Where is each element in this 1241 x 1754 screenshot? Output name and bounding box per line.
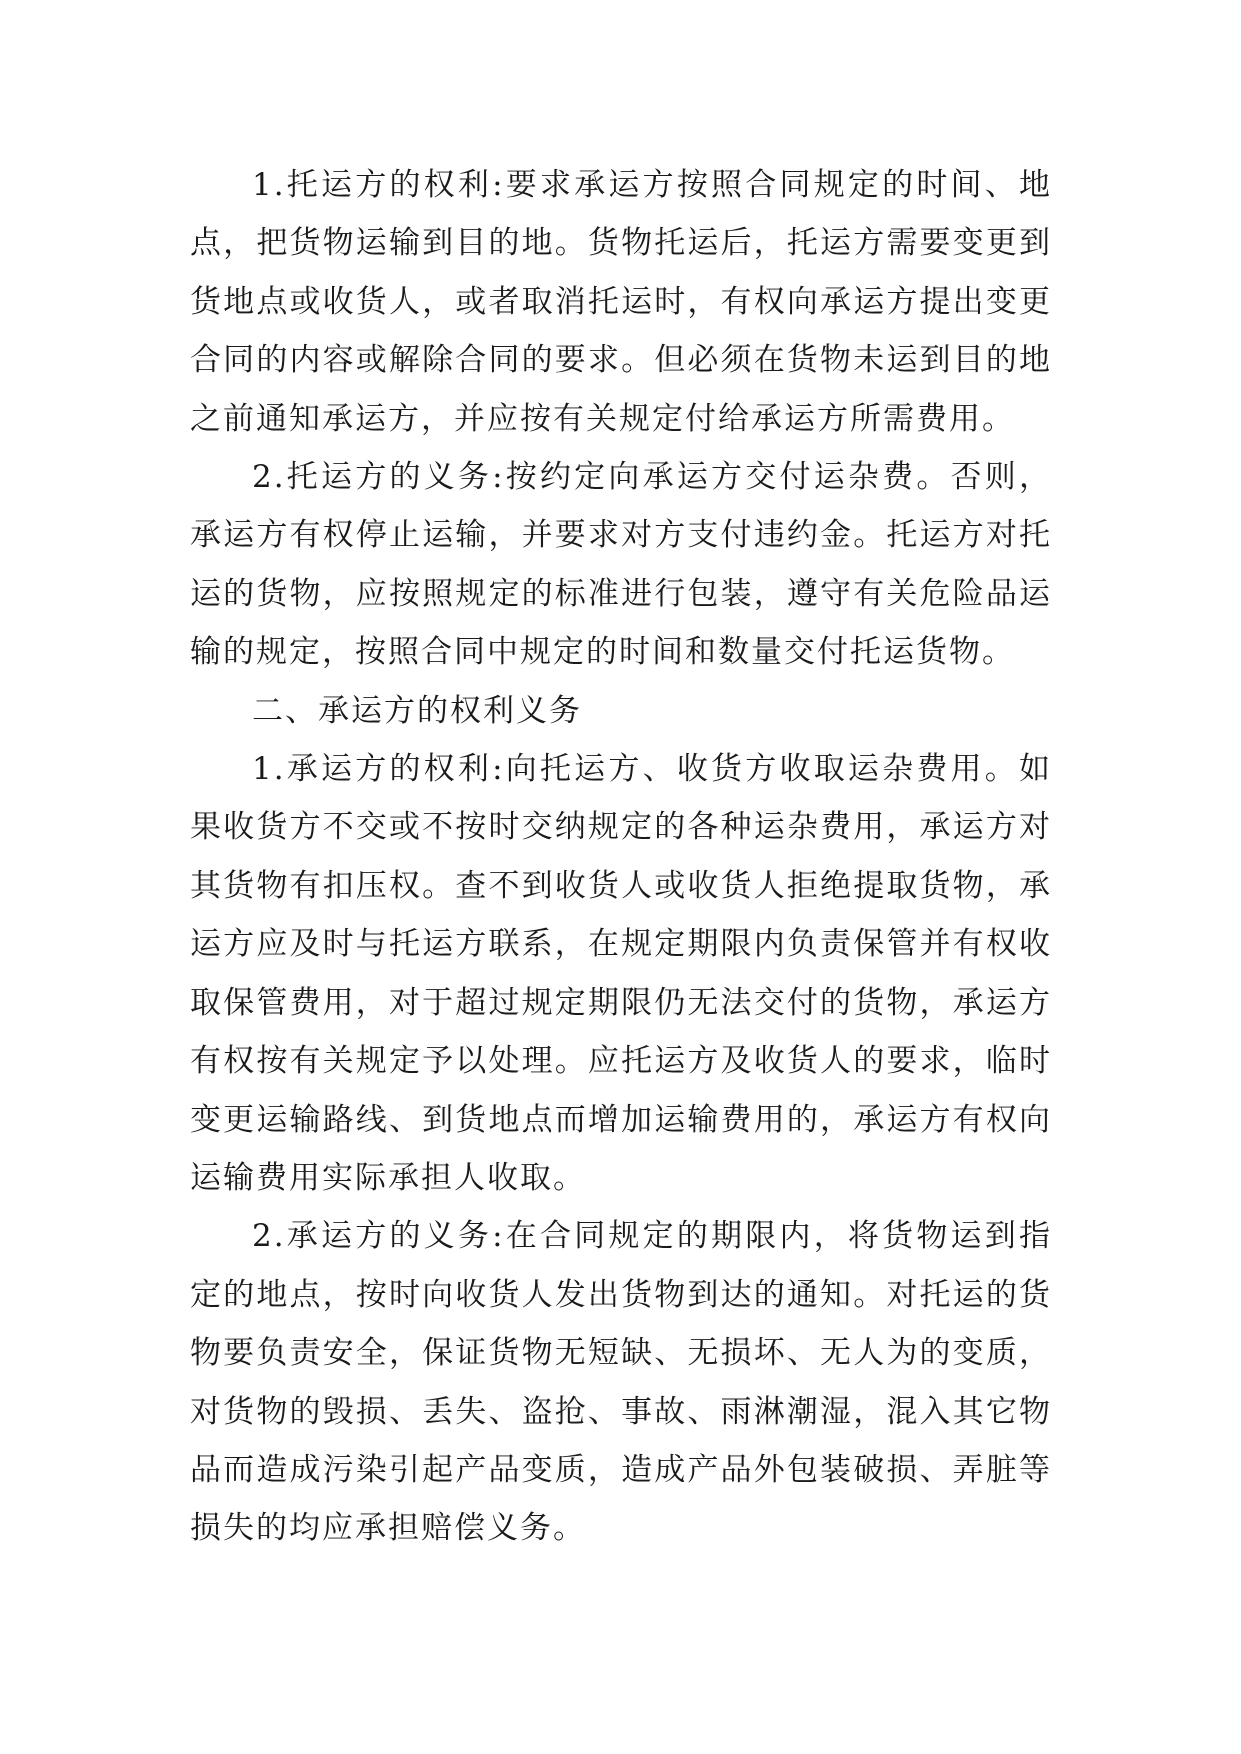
section-heading-carrier: 二、承运方的权利义务 [252,692,582,729]
paragraph-carrier-obligations: 2.承运方的义务:在合同规定的期限内，将货物运到指定的地点，按时向收货人发出货物到达的通知。对托运的货物要负责安全，保证货物无短缺、无损坏、无人为的变质，对货物的毁损、丢失、盗抢、事故、雨淋潮湿，混入其它物品而造成污染引起产品变质，造成产品外包装破损、弄脏等损失的均应承担赔偿义务。 [190,1218,1052,1547]
paragraph-shipper-obligations: 2.托运方的义务:按约定向承运方交付运杂费。否则，承运方有权停止运输，并要求对方支付违约金。托运方对托运的货物，应按照规定的标准进行包装，遵守有关危险品运输的规定，按照合同中规定的时间和数量交付托运货物。 [190,459,1052,671]
document-body [190,156,1052,1558]
paragraph-carrier-rights: 1.承运方的权利:向托运方、收货方收取运杂费用。如果收货方不交或不按时交纳规定的各种运杂费用，承运方对其货物有扣压权。查不到收货人或收货人拒绝提取货物，承运方应及时与托运方联系，在规定期限内负责保管并有权收取保管费用，对于超过规定期限仍无法交付的货物，承运方有权按有关规定予以处理。应托运方及收货人的要求，临时变更运输路线、到货地点而增加运输费用的，承运方有权向运输费用实际承担人收取。 [190,751,1052,1196]
paragraph-shipper-rights: 1.托运方的权利:要求承运方按照合同规定的时间、地点，把货物运输到目的地。货物托运后，托运方需要变更到货地点或收货人，或者取消托运时，有权向承运方提出变更合同的内容或解除合同的要求。但必须在货物未运到目的地之前通知承运方，并应按有关规定付给承运方所需费用。 [190,167,1052,437]
